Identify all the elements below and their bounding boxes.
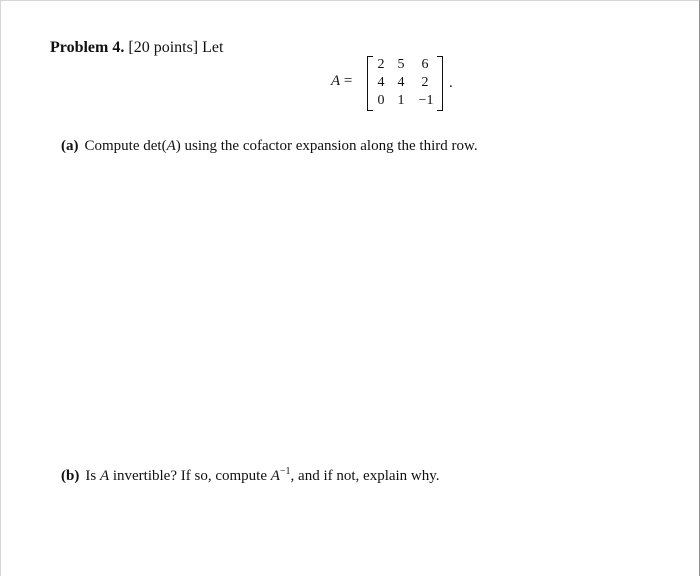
matrix-cell: 6 (421, 57, 429, 72)
part-a-text: ) using the cofactor expansion along the third row. (175, 138, 478, 154)
part-a-text: Compute det( (84, 138, 167, 154)
matrix-cell: 4 (377, 75, 385, 90)
matrix-cell: 2 (421, 75, 429, 90)
part-b-label: (b) (61, 468, 80, 484)
matrix-a (367, 55, 443, 111)
problem-number: Problem 4. (50, 39, 125, 56)
matrix-cell: 5 (397, 57, 405, 72)
equation-lhs (331, 73, 352, 90)
part-a-question (61, 138, 478, 155)
matrix-cell: 0 (377, 93, 385, 108)
part-a-label: (a) (61, 138, 79, 154)
part-b-variable: A (99, 468, 110, 484)
matrix-cell: −1 (418, 93, 434, 108)
part-b-question (61, 466, 440, 485)
part-b-inverse-variable: A (270, 468, 280, 484)
equals-sign: = (343, 73, 353, 89)
part-b-text: , and if not, explain why. (290, 468, 440, 484)
problem-points-text: [20 points] Let (128, 39, 224, 56)
matrix-cell: 2 (377, 57, 385, 72)
matrix-variable: A (331, 73, 341, 89)
equation-period: . (449, 75, 453, 91)
matrix-cell: 4 (397, 75, 405, 90)
part-b-text: invertible? If so, compute (112, 468, 267, 484)
matrix-cell: 1 (397, 93, 405, 108)
part-b-text: Is (85, 468, 97, 484)
inverse-exponent: −1 (279, 466, 291, 477)
problem-heading (50, 39, 223, 57)
part-a-variable: A (166, 138, 176, 154)
